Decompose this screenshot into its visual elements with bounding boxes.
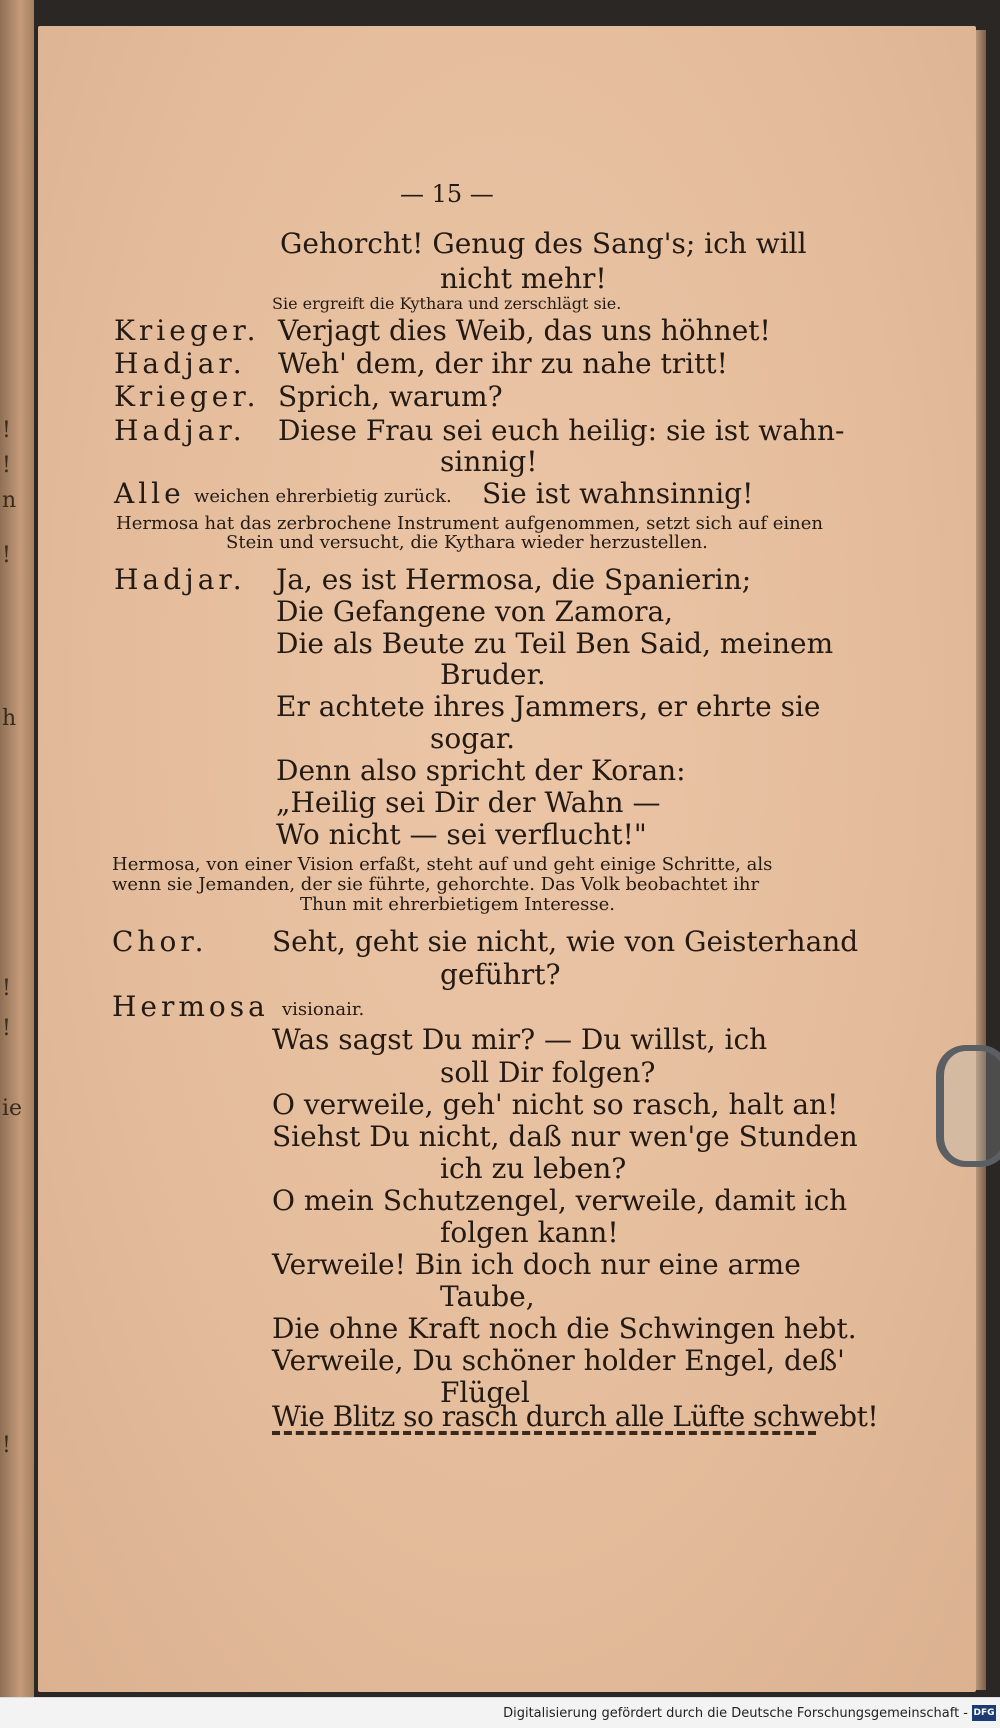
verse-line: Was sagst Du mir? — Du willst, ich <box>272 1023 768 1056</box>
speaker-name: Krieger. <box>114 314 260 347</box>
stage-direction: Hermosa hat das zerbrochene Instrument aufgenommen, setzt sich auf einen <box>116 513 824 534</box>
verse-line: Verweile! Bin ich doch nur eine arme <box>272 1248 801 1281</box>
verse-line: ich zu leben? <box>440 1152 627 1185</box>
paper-clip <box>936 1045 1000 1167</box>
verse-line: Sie ist wahnsinnig! <box>482 477 754 510</box>
stage-direction: Thun mit ehrerbietigem Interesse. <box>300 894 615 915</box>
verse-line: Taube, <box>440 1280 535 1313</box>
margin-fragment: ie <box>2 1096 23 1121</box>
verse-line: Wo nicht — sei verflucht!" <box>276 818 647 851</box>
stage-direction: weichen ehrerbietig zurück. <box>194 486 452 507</box>
margin-fragment: ! <box>2 1016 11 1041</box>
speaker-name: Krieger. <box>114 380 260 413</box>
margin-fragment: ! <box>2 418 11 443</box>
footer-credit: Digitalisierung gefördert durch die Deutsche Forschungsgemeinschaft - <box>503 1706 968 1721</box>
verse-line: Seht, geht sie nicht, wie von Geisterhand <box>272 925 859 958</box>
speaker-name: Hermosa <box>112 990 269 1023</box>
verse-line: Die Gefangene von Zamora, <box>276 595 674 628</box>
verse-line: Gehorcht! Genug des Sang's; ich will <box>280 227 807 260</box>
stage-direction: visionair. <box>282 999 365 1020</box>
speaker-name: Hadjar. <box>114 414 246 447</box>
verse-line: Flügel <box>440 1376 530 1409</box>
verse-line: „Heilig sei Dir der Wahn — <box>276 786 661 819</box>
verse-line: O verweile, geh' nicht so rasch, halt an! <box>272 1088 839 1121</box>
speaker-name: Alle <box>114 477 185 510</box>
stage-direction: Sie ergreift die Kythara und zerschlägt sie. <box>272 294 622 313</box>
verse-line: sogar. <box>430 722 516 755</box>
footer-bar <box>0 1697 1000 1728</box>
stage-direction: wenn sie Jemanden, der sie führte, gehorchte. Das Volk beobachtet ihr <box>112 874 760 895</box>
verse-line: Ja, es ist Hermosa, die Spanierin; <box>276 563 752 596</box>
left-page-edge <box>0 0 34 1700</box>
speaker-name: Hadjar. <box>114 347 246 380</box>
margin-fragment: n <box>2 488 17 513</box>
verse-line: Bruder. <box>440 658 546 691</box>
verse-line: soll Dir folgen? <box>440 1056 656 1089</box>
verse-line: folgen kann! <box>440 1216 619 1249</box>
verse-line: Verweile, Du schöner holder Engel, deß' <box>272 1344 845 1377</box>
margin-fragment: ! <box>2 1433 11 1458</box>
verse-line: Die ohne Kraft noch die Schwingen hebt. <box>272 1312 857 1345</box>
margin-fragment: ! <box>2 543 11 568</box>
verse-line: Er achtete ihres Jammers, er ehrte sie <box>276 690 821 723</box>
stage-direction: Stein und versucht, die Kythara wieder herzustellen. <box>226 532 708 553</box>
stage-direction: Hermosa, von einer Vision erfaßt, steht auf und geht einige Schritte, als <box>112 854 773 875</box>
verse-line: Wie Blitz so rasch durch alle Lüfte schwebt! <box>272 1400 879 1433</box>
verse-line: Die als Beute zu Teil Ben Said, meinem <box>276 627 834 660</box>
verse-line: sinnig! <box>440 445 538 478</box>
speaker-name: Hadjar. <box>114 563 246 596</box>
margin-fragment: ! <box>2 976 11 1001</box>
dashed-rule <box>272 1431 816 1435</box>
verse-line: Diese Frau sei euch heilig: sie ist wahn- <box>278 414 845 447</box>
verse-line: nicht mehr! <box>440 262 607 295</box>
margin-fragment: h <box>2 706 17 731</box>
verse-line: O mein Schutzengel, verweile, damit ich <box>272 1184 848 1217</box>
verse-line: Siehst Du nicht, daß nur wen'ge Stunden <box>272 1120 858 1153</box>
verse-line: Weh' dem, der ihr zu nahe tritt! <box>278 347 728 380</box>
verse-line: Verjagt dies Weib, das uns höhnet! <box>278 314 771 347</box>
verse-line: Sprich, warum? <box>278 380 503 413</box>
speaker-name: Chor. <box>112 925 208 958</box>
verse-line: geführt? <box>440 958 561 991</box>
margin-fragment: ! <box>2 453 11 478</box>
page-edge-shadow <box>976 30 986 1690</box>
verse-line: Denn also spricht der Koran: <box>276 754 686 787</box>
page-number: — 15 — <box>400 180 494 208</box>
dfg-logo: DFG <box>972 1705 996 1721</box>
